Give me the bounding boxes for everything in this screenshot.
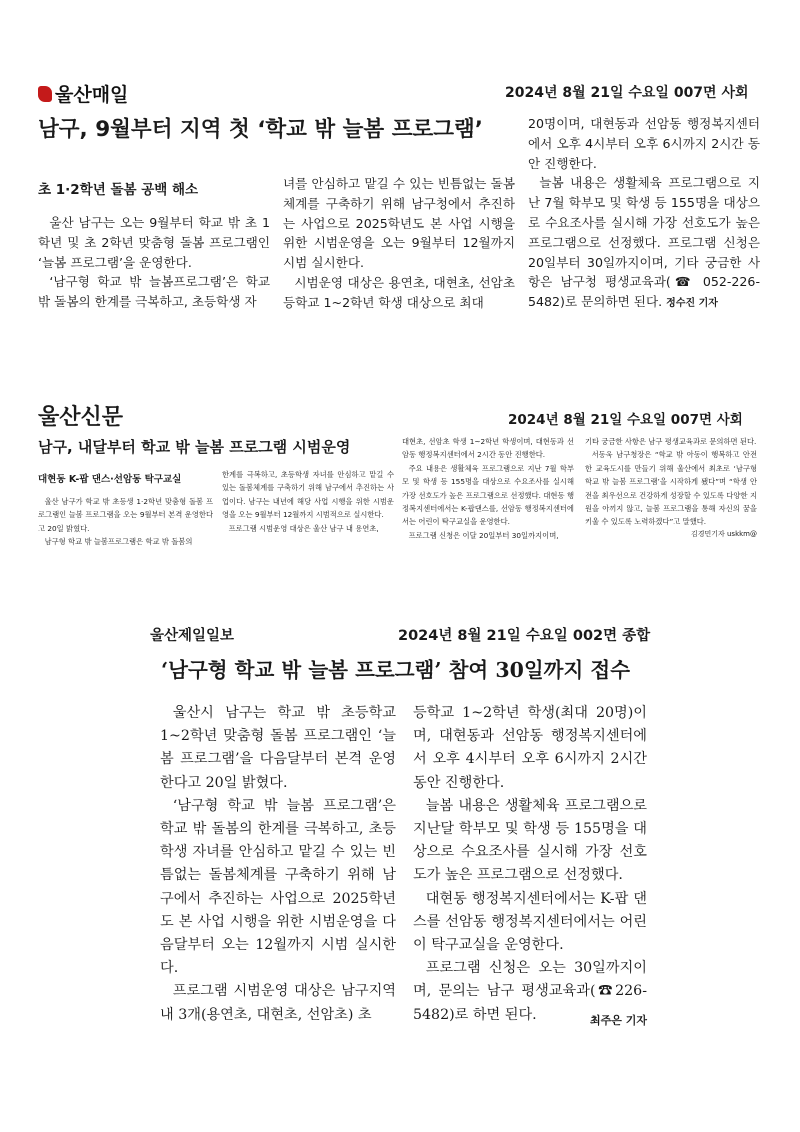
paragraph: 녀를 안심하고 맡길 수 있는 빈틈없는 돌봄체계를 구축하기 위해 남구청에서 추진하는 사업으로 2025학년도 본 사업 시행을 위한 시범운영을 오는 9월부터 12월까지 시범 실시한다.	[283, 176, 515, 271]
dateline: 2024년 8월 21일 수요일 007면 사회	[505, 85, 749, 101]
clip-ulsan-jeil-ilbo	[0, 620, 800, 1040]
subhead: 초 1·2학년 돌봄 공백 해소	[38, 182, 199, 198]
paragraph: 프로그램 신청은 이달 20일부터 30일까지이며,	[408, 530, 559, 540]
headline: 남구, 9월부터 지역 첫 ‘학교 밖 늘봄 프로그램’	[38, 117, 483, 142]
dateline: 2024년 8월 21일 수요일 007면 사회	[508, 412, 743, 428]
article-column-2	[413, 702, 647, 1032]
paragraph: 프로그램 시범운영 대상은 울산 남구 내 용연초,	[228, 523, 379, 533]
publication-name: 울산신문	[38, 405, 124, 430]
paragraph-text: 늘봄 내용은 생활체육 프로그램으로 지난 7월 학부모 및 학생 등 155명을 대상으로 수요조사를 실시해 가장 선호도가 높은 프로그램으로 선정했다. 프로그램 신청은 20일부터 30일까지이며, 기타 궁금한 사항은 남구청 평생교육과(☎ 052-226-5482)로 문의하면 된다.	[528, 175, 760, 310]
paragraph: 기타 궁금한 사항은 남구 평생교육과로 문의하면 된다.	[585, 437, 757, 446]
headline: 남구, 내달부터 학교 밖 늘봄 프로그램 시범운영	[38, 438, 351, 456]
dateline: 2024년 8월 21일 수요일 002면 종합	[398, 628, 651, 644]
byline: 최주은 기자	[590, 1013, 647, 1027]
publication-logo	[38, 80, 128, 107]
publication-name: 울산제일일보	[150, 628, 235, 644]
article-column-3	[402, 435, 574, 542]
ulsan-maeil-logo-icon	[38, 86, 52, 102]
paragraph	[413, 957, 647, 1027]
publication-name: 울산매일	[55, 84, 129, 106]
paragraph-text: 프로그램 신청은 오는 30일까지이며, 문의는 남구 평생교육과(☎226-5482)로 하면 된다.	[413, 960, 647, 1023]
paragraph: 서동욱 남구청장은 “학교 밖 아동이 행복하고 안전한 교육도시를 만들기 위해 울산에서 최초로 ‘남구형 학교 밖 늘봄 프로그램’을 시작하게 됐다”며 “학생 안전을 최우선으로 건강하게 성장할 수 있도록 다양한 지원을 아끼지 않고, 늘봄 프로그램을 통해 자신의 꿈을 키울 수 있도록 노력하겠다”고 말했다.	[585, 450, 757, 527]
paragraph: 남구형 학교 밖 늘봄프로그램은 학교 밖 돌봄의	[44, 537, 193, 547]
article-column-1	[160, 702, 396, 1027]
paragraph: 한계를 극복하고, 초등학생 자녀를 안심하고 맡길 수 있는 돌봄체계를 구축하기 위해 남구에서 추진하는 사업이다. 남구는 내년에 해당 사업 시행을 위한 시범운영을 오는 9월부터 12월까지 시범적으로 실시한다.	[222, 470, 394, 520]
paragraph: ‘남구형 학교 밖 늘봄 프로그램’은 학교 밖 돌봄의 한계를 극복하고, 초등학생 자녀를 안심하고 맡길 수 있는 빈틈없는 돌봄체계를 구축하기 위해 남구에서 추진하는 사업으로 2025학년도 본 사업 시행을 위한 시범운영을 다음달부터 오는 12월까지 시범 실시한다.	[160, 797, 396, 977]
paragraph	[528, 173, 760, 314]
paragraph: 주요 내용은 생활체육 프로그램으로 지난 7월 학부모 및 학생 등 155명을 대상으로 수요조사를 실시해 가장 선호도가 높은 프로그램으로 선정했다. 대현동 행정복지센터에서는 K-팝댄스를, 선암동 행정복지센터에서는 어린이 탁구교실을 운영한다.	[402, 463, 574, 527]
article-column-1	[38, 213, 270, 312]
paragraph: ‘남구형 학교 밖 늘봄프로그램’은 학교 밖 돌봄의 한계를 극복하고, 초등학생 자	[38, 274, 270, 310]
article-column-2	[222, 468, 394, 535]
article-column-3	[528, 114, 760, 314]
paragraph: 대현동 행정복지센터에서는 K-팝 댄스를 선암동 행정복지센터에서는 어린이 탁구교실을 운영한다.	[413, 890, 647, 954]
subhead: 대현동 K-팝 댄스·선암동 탁구교실	[38, 474, 182, 485]
article-column-4	[585, 435, 757, 539]
paragraph: 프로그램 시범운영 대상은 남구지역 내 3개(용연초, 대현초, 선암초) 초	[160, 983, 396, 1023]
headline: ‘남구형 학교 밖 늘봄 프로그램’ 참여 30일까지 접수	[161, 658, 631, 682]
article-column-1	[38, 495, 213, 549]
paragraph: 시범운영 대상은 용연초, 대현초, 선암초등학교 1~2학년 학생 대상으로 최대	[283, 274, 515, 310]
paragraph: 울산 남구는 오는 9월부터 학교 밖 초 1학년 및 초 2학년 맞춤형 돌봄 프로그램인 ‘늘봄 프로그램’을 운영한다.	[38, 215, 270, 270]
clip-ulsan-maeil	[0, 0, 800, 340]
paragraph: 등학교 1~2학년 학생(최대 20명)이며, 대현동과 선암동 행정복지센터에서 오후 4시부터 오후 6시까지 2시간 동안 진행한다.	[413, 705, 647, 791]
paragraph: 대현초, 선암초 학생 1~2학년 학생이며, 대현동과 선암동 행정복지센터에서 2시간 동안 진행한다.	[402, 437, 574, 460]
paragraph: 울산시 남구는 학교 밖 초등학교 1~2학년 맞춤형 돌봄 프로그램인 ‘늘봄 프로그램’을 다음달부터 본격 운영한다고 20일 밝혔다.	[160, 705, 396, 791]
clip-ulsan-shinmun	[0, 395, 800, 575]
paragraph: 울산 남구가 학교 밖 초등생 1·2학년 맞춤형 돌봄 프로그램인 늘봄 프로그램을 오는 9월부터 본격 운영한다고 20일 밝혔다.	[38, 497, 213, 533]
paragraph: 늘봄 내용은 생활체육 프로그램으로 지난달 학부모 및 학생 등 155명을 대상으로 수요조사를 실시해 가장 선호도가 높은 프로그램으로 선정했다.	[413, 797, 647, 884]
article-column-2	[283, 174, 515, 313]
paragraph: 20명이며, 대현동과 선암동 행정복지센터에서 오후 4시부터 오후 6시까지 2시간 동안 진행한다.	[528, 116, 760, 171]
byline: 김경민기자 uskkm@	[690, 529, 757, 538]
byline: 정수진 기자	[666, 298, 718, 310]
